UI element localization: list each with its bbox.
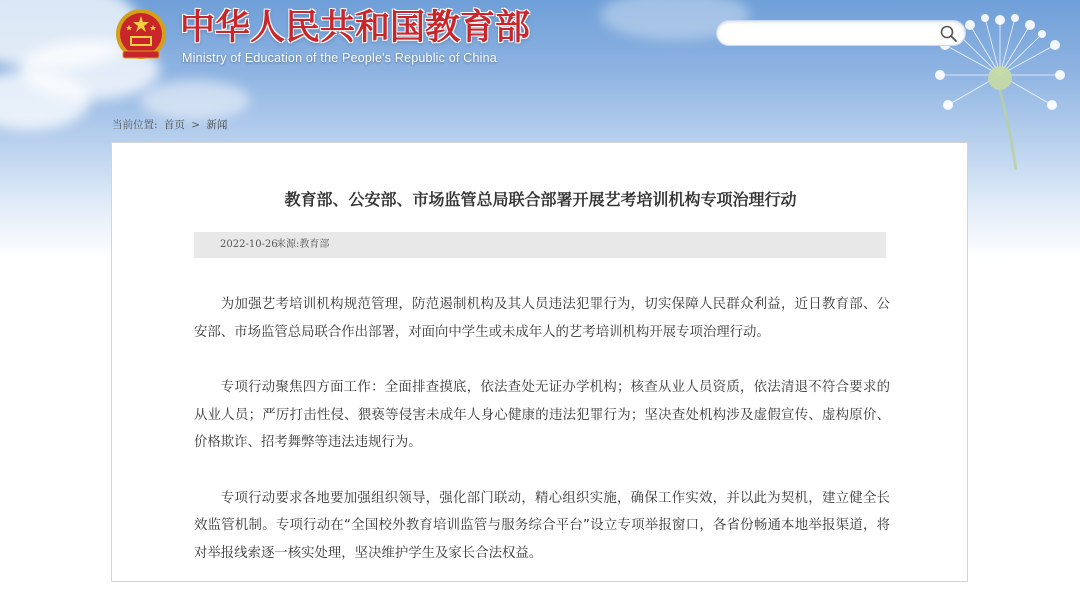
breadcrumb-prefix: 当前位置: [112, 119, 158, 131]
breadcrumb-item-news[interactable]: 新闻 [206, 119, 228, 131]
article-card [111, 142, 968, 582]
site-subtitle: Ministry of Education of the People's Republic of China [182, 51, 497, 65]
breadcrumb [112, 117, 230, 132]
article-paragraph: 为加强艺考培训机构规范管理，防范遏制机构及其人员违法犯罪行为，切实保障人民群众利益，近日教育部、公安部、市场监管总局联合作出部署，对面向中学生或未成年人的艺考培训机构开展专项治理行动。 [194, 297, 890, 340]
site-title[interactable]: 中华人民共和国教育部 [180, 7, 531, 48]
article-source-label: 来源: [276, 239, 300, 250]
article-title: 教育部、公安部、市场监管总局联合部署开展艺考培训机构专项治理行动 [284, 190, 797, 209]
article-date: 2022-10-26 [220, 239, 278, 250]
article-meta-bar [194, 232, 886, 258]
search-box [716, 20, 966, 46]
breadcrumb-item-home[interactable]: 首页 [163, 119, 185, 131]
article-paragraph: 专项行动要求各地要加强组织领导，强化部门联动，精心组织实施，确保工作实效，并以此为契机，建立健全长效监管机制。专项行动在“全国校外教育培训监管与服务综合平台”设立专项举报窗口，各省份畅通本地举报渠道，将对举报线索逐一核实处理，坚决维护学生及家长合法权益。 [194, 490, 890, 561]
article-source [276, 232, 329, 258]
article-paragraph: 专项行动聚焦四方面工作：全面排查摸底，依法查处无证办学机构；核查从业人员资质，依法清退不符合要求的从业人员；严厉打击性侵、猥亵等侵害未成年人身心健康的违法犯罪行为；坚决查处机构涉及虚假宣传、虚构原价、价格欺诈、招考舞弊等违法违规行为。 [194, 380, 890, 450]
breadcrumb-separator: > [191, 119, 201, 131]
search-input[interactable] [727, 24, 936, 44]
national-emblem-icon [113, 7, 169, 65]
article-body [194, 291, 890, 595]
search-icon[interactable] [939, 24, 959, 44]
article-source-value: 教育部 [299, 239, 330, 250]
